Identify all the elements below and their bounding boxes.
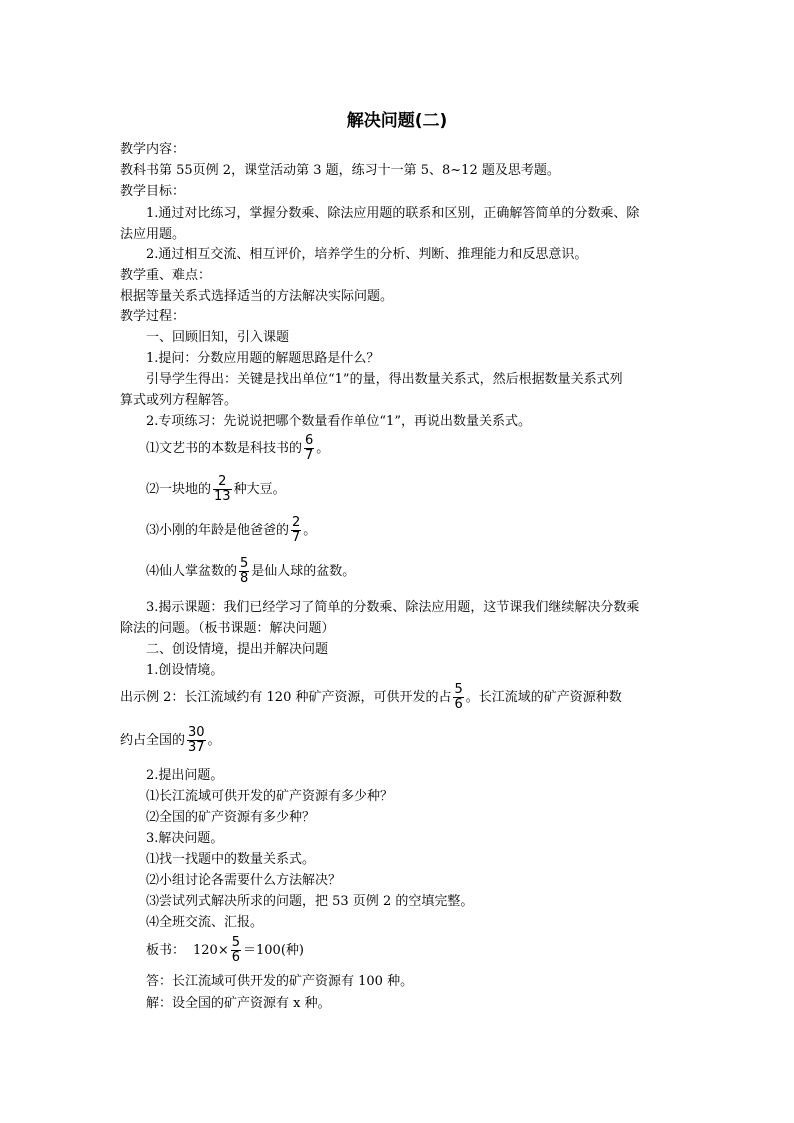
fraction-board-5-6: $\frac{5}{6}$ bbox=[231, 935, 241, 965]
fraction-2-13: $\frac{2}{13}$ bbox=[214, 474, 231, 504]
practice-item-1: ⑴文艺书的本数是科技书的 $\frac{6}{7}$ 。 bbox=[146, 433, 330, 463]
fraction-30-37: $\frac{30}{37}$ bbox=[188, 725, 205, 755]
key-points-label: 教学重、难点： bbox=[120, 268, 212, 283]
section-2-heading: 二、创设情境，提出并解决问题 bbox=[146, 642, 329, 657]
answer-line: 答：长江流域可供开发的矿产资源有 100 种。 bbox=[146, 974, 414, 989]
step-3-item-4: ⑷全班交流、汇报。 bbox=[146, 915, 264, 930]
step-3-heading: 3.解决问题。 bbox=[146, 831, 224, 846]
section-1-heading: 一、回顾旧知，引入课题 bbox=[146, 330, 290, 345]
practice-item-3: ⑶小刚的年龄是他爸爸的 $\frac{2}{7}$ 。 bbox=[146, 515, 317, 545]
step-1-heading: 1.创设情境。 bbox=[146, 663, 224, 678]
example-line-1: 出示例 2：长江流域约有 120 种矿产资源，可供开发的占 $\frac{5}{6}$ 。长江流域的矿产资源种数 bbox=[120, 682, 622, 712]
fraction-6-7: $\frac{6}{7}$ bbox=[305, 433, 314, 463]
goal-1-line-1: 1.通过对比练习，掌握分数乘、除法应用题的联系和区别，正确解答简单的分数乘、除 bbox=[146, 206, 640, 221]
goals-label: 教学目标： bbox=[120, 184, 186, 199]
item-4-text: ⑷仙人掌盆数的 bbox=[146, 564, 238, 579]
practice-item-2: ⑵一块地的 $\frac{2}{13}$ 种大豆。 bbox=[146, 474, 286, 504]
guide-line-1: 引导学生得出：关键是找出单位“1”的量，得出数量关系式，然后根据数量关系式列 bbox=[146, 372, 623, 387]
goal-2: 2.通过相互交流、相互评价，培养学生的分析、判断、推理能力和反思意识。 bbox=[146, 247, 588, 262]
solve-line: 解：设全国的矿产资源有 x 种。 bbox=[146, 996, 331, 1011]
goal-1-line-2: 法应用题。 bbox=[120, 227, 186, 242]
fraction-2-7: $\frac{2}{7}$ bbox=[292, 515, 301, 545]
item-1-text: ⑴文艺书的本数是科技书的 bbox=[146, 441, 303, 456]
process-label: 教学过程： bbox=[120, 309, 186, 324]
step-2-item-1: ⑴长江流域可供开发的矿产资源有多少种？ bbox=[146, 789, 394, 804]
document-title: 解决问题(二) bbox=[346, 111, 448, 131]
step-2-heading: 2.提出问题。 bbox=[146, 768, 224, 783]
practice-instruction: 2.专项练习：先说说把哪个数量看作单位“1”，再说出数量关系式。 bbox=[146, 414, 531, 429]
reveal-line-1: 3.揭示课题：我们已经学习了简单的分数乘、除法应用题，这节课我们继续解决分数乘 bbox=[146, 600, 640, 615]
practice-item-4: ⑷仙人掌盆数的 $\frac{5}{8}$ 是仙人球的盆数。 bbox=[146, 556, 356, 586]
board-label: 板书： bbox=[146, 943, 186, 958]
step-2-item-2: ⑵全国的矿产资源有多少种？ bbox=[146, 810, 316, 825]
reveal-line-2: 除法的问题。（板书课题：解决问题） bbox=[120, 621, 335, 636]
fraction-5-6: $\frac{5}{6}$ bbox=[454, 682, 463, 712]
fraction-5-8: $\frac{5}{8}$ bbox=[240, 556, 249, 586]
item-3-text: ⑶小刚的年龄是他爸爸的 bbox=[146, 523, 290, 538]
step-3-item-3: ⑶尝试列式解决所求的问题，把 53 页例 2 的空填完整。 bbox=[146, 894, 474, 909]
item-2-text: ⑵一块地的 bbox=[146, 482, 212, 497]
key-points-text: 根据等量关系式选择适当的方法解决实际问题。 bbox=[120, 289, 394, 304]
content-label: 教学内容： bbox=[120, 142, 186, 157]
step-3-item-2: ⑵小组讨论各需要什么方法解决？ bbox=[146, 873, 342, 888]
content-text: 教科书第 55页例 2，课堂活动第 3 题，练习十一第 5、8~12 题及思考题。 bbox=[120, 163, 560, 178]
question-1: 1.提问：分数应用题的解题思路是什么？ bbox=[146, 351, 380, 366]
board-equation: 板书： 120× $\frac{5}{6}$ ＝100(种) bbox=[146, 935, 304, 965]
example-line-2: 约占全国的 $\frac{30}{37}$ 。 bbox=[120, 725, 221, 755]
guide-line-2: 算式或列方程解答。 bbox=[120, 393, 238, 408]
step-3-item-1: ⑴找一找题中的数量关系式。 bbox=[146, 852, 316, 867]
